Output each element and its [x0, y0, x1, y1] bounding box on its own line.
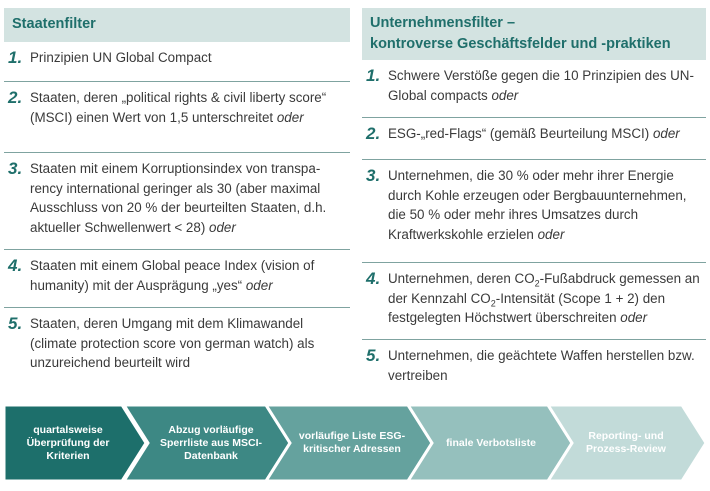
company-filter-title-line1: Unternehmensfilter –	[370, 15, 516, 31]
item-number: 4.	[8, 256, 23, 275]
item-text-body: Staaten mit einem Korruptionsindex von transparency international geringer als 30 (aber maximal Ausschluss von 20 % der beurteilten Staaten, d.h. aktueller Schwellenwert < 28)	[30, 161, 327, 235]
item-number: 3.	[366, 166, 381, 185]
item-text-part: Unternehmen, deren CO	[388, 271, 535, 286]
list-item	[4, 153, 350, 250]
process-step-2-label: Abzug vorläufige Sperrliste aus MSCI-Datenbank	[159, 423, 263, 462]
item-connector: oder	[491, 87, 519, 103]
item-text	[30, 88, 346, 146]
item-number: 4.	[366, 269, 381, 288]
process-step-5-label: Reporting- und Prozess-Review	[586, 430, 666, 455]
process-step-3-label: vorläufige Liste ESG-kritischer Adressen	[298, 430, 406, 455]
item-connector: oder	[652, 126, 680, 141]
state-filter-list	[4, 42, 350, 378]
process-step-1-label: quartalsweise Überprüfung der Kriterien	[26, 423, 110, 462]
item-text	[388, 346, 702, 392]
item-connector: oder	[537, 226, 565, 242]
company-filter-title	[362, 8, 706, 60]
item-number: 2.	[366, 124, 381, 143]
item-text-body: Schwere Verstöße gegen die 10 Prinzipien des UN-Global compacts	[388, 68, 694, 103]
item-number: 3.	[8, 159, 23, 178]
process-step-4-label: finale Verbotsliste	[446, 436, 536, 449]
item-connector: oder	[209, 219, 236, 235]
list-item	[362, 60, 706, 118]
item-connector: oder	[276, 109, 304, 125]
item-text-body: Staaten, deren Umgang mit dem Klimawandel (climate protection score von german watch) als unzureichend beurteilt wird	[30, 316, 315, 370]
item-text-body: Unternehmen, die geächtete Waffen herstellen bzw. vertreiben	[388, 348, 695, 383]
item-text-body: Staaten, deren „political rights & civil liberty score“ (MSCI) einen Wert von 1,5 unterschreitet	[30, 90, 327, 125]
item-text	[30, 159, 346, 243]
item-text-part: -Fußabdruck gemessen an der Kennzahl CO	[388, 271, 700, 306]
item-number: 2.	[8, 88, 23, 107]
item-text	[388, 269, 702, 333]
list-item	[4, 250, 350, 308]
item-text	[388, 124, 702, 153]
item-text-part: -Intensität (Scope 1 + 2) den festgelegten Höchstwert überschreiten	[388, 290, 666, 325]
subscript: 2	[490, 298, 496, 309]
item-number: 1.	[8, 48, 23, 67]
item-connector: oder	[620, 310, 648, 325]
state-filter-title: Staatenfilter	[4, 8, 350, 42]
company-filter-panel	[362, 8, 706, 398]
item-text	[30, 256, 346, 301]
list-item	[4, 42, 350, 82]
subscript: 2	[534, 278, 540, 289]
company-filter-title-line2: kontroverse Geschäftsfelder und -praktiken	[370, 36, 671, 52]
item-text	[30, 48, 346, 75]
process-flow	[4, 405, 706, 481]
item-text-body: Prinzipien UN Global Compact	[30, 50, 212, 65]
list-item	[362, 340, 706, 398]
item-text-body: Unternehmen, die 30 % oder mehr ihrer Energie durch Kohle erzeugen oder Bergbauunternehmen, die 50 % oder mehr ihres Umsatzes durch Kraftwerkskohle erzielen	[388, 168, 687, 242]
list-item	[4, 82, 350, 153]
list-item	[362, 160, 706, 263]
item-number: 5.	[366, 346, 381, 365]
item-number: 1.	[366, 66, 381, 85]
company-filter-list	[362, 60, 706, 398]
list-item	[4, 308, 350, 378]
list-item	[362, 118, 706, 160]
state-filter-panel	[4, 8, 350, 378]
item-text-body: ESG-„red-Flags“ (gemäß Beurteilung MSCI)	[388, 126, 650, 141]
item-text-body: Staaten mit einem Global peace Index (vision of humanity) mit der Ausprägung „yes“	[30, 258, 315, 293]
list-item	[362, 263, 706, 340]
item-number: 5.	[8, 314, 23, 333]
item-connector: oder	[245, 277, 273, 293]
item-text	[388, 66, 702, 111]
item-text	[30, 314, 346, 372]
item-text	[388, 166, 702, 256]
